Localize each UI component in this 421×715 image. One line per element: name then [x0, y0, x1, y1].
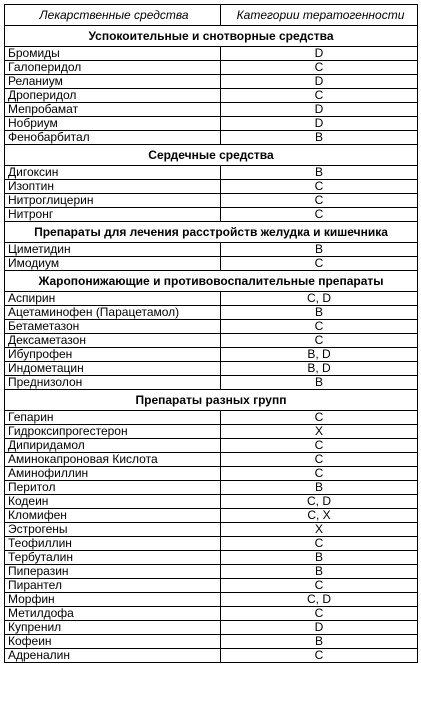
table-row — [5, 348, 418, 362]
table-row — [5, 509, 418, 523]
table-row — [5, 635, 418, 649]
teratogenicity-category: C — [221, 61, 418, 75]
table-row — [5, 453, 418, 467]
drug-name: Галоперидол — [5, 61, 221, 75]
table-row — [5, 579, 418, 593]
section-header-row — [5, 271, 418, 292]
teratogenicity-category: B — [221, 565, 418, 579]
drug-name: Ацетаминофен (Парацетамол) — [5, 306, 221, 320]
table-header-row — [5, 5, 418, 26]
section-header-row — [5, 145, 418, 166]
teratogenicity-category: C — [221, 579, 418, 593]
teratogenicity-category: D — [221, 103, 418, 117]
drug-name: Фенобарбитал — [5, 131, 221, 145]
drug-name: Аминокапроновая Кислота — [5, 453, 221, 467]
drug-name: Циметидин — [5, 243, 221, 257]
teratogenicity-category: C — [221, 453, 418, 467]
drug-name: Реланиум — [5, 75, 221, 89]
table-row — [5, 292, 418, 306]
table-row — [5, 61, 418, 75]
table-row — [5, 565, 418, 579]
teratogenicity-category: C — [221, 320, 418, 334]
drug-name: Мепробамат — [5, 103, 221, 117]
drug-name: Дроперидол — [5, 89, 221, 103]
teratogenicity-category: B — [221, 166, 418, 180]
drug-name: Бромиды — [5, 47, 221, 61]
drug-name: Нитронг — [5, 208, 221, 222]
teratogenicity-category: C — [221, 334, 418, 348]
teratogenicity-category: B — [221, 551, 418, 565]
teratogenicity-category: D — [221, 47, 418, 61]
teratogenicity-category: D — [221, 75, 418, 89]
table-row — [5, 166, 418, 180]
teratogenicity-category: C — [221, 257, 418, 271]
teratogenicity-category: B — [221, 131, 418, 145]
table-row — [5, 593, 418, 607]
table-row — [5, 362, 418, 376]
teratogenicity-category: C, X — [221, 509, 418, 523]
section-title: Сердечные средства — [5, 145, 418, 166]
column-header-drug: Лекарственные средства — [5, 5, 221, 26]
teratogenicity-category: C — [221, 607, 418, 621]
teratogenicity-category: C — [221, 537, 418, 551]
teratogenicity-category: D — [221, 117, 418, 131]
drug-name: Перитол — [5, 481, 221, 495]
table-row — [5, 439, 418, 453]
table-row — [5, 537, 418, 551]
table-row — [5, 411, 418, 425]
table-row — [5, 75, 418, 89]
teratogenicity-category: B — [221, 243, 418, 257]
section-header-row — [5, 390, 418, 411]
drug-name: Пирантел — [5, 579, 221, 593]
table-row — [5, 208, 418, 222]
drug-name: Кломифен — [5, 509, 221, 523]
table-row — [5, 117, 418, 131]
table-row — [5, 306, 418, 320]
table-row — [5, 47, 418, 61]
teratogenicity-category: B — [221, 376, 418, 390]
drug-name: Дипиридамол — [5, 439, 221, 453]
column-header-category: Категории тератогенности — [221, 5, 418, 26]
table-row — [5, 495, 418, 509]
drug-name: Ибупрофен — [5, 348, 221, 362]
teratogenicity-category: C — [221, 649, 418, 663]
section-title: Жаропонижающие и противовоспалительные препараты — [5, 271, 418, 292]
table-row — [5, 103, 418, 117]
drug-name: Изоптин — [5, 180, 221, 194]
teratogenicity-category: X — [221, 425, 418, 439]
section-header-row — [5, 222, 418, 243]
table-row — [5, 467, 418, 481]
drug-name: Морфин — [5, 593, 221, 607]
drug-name: Нобриум — [5, 117, 221, 131]
table-row — [5, 551, 418, 565]
teratogenicity-category: X — [221, 523, 418, 537]
drug-name: Гепарин — [5, 411, 221, 425]
table-body — [5, 26, 418, 663]
table-row — [5, 621, 418, 635]
drug-name: Метилдофа — [5, 607, 221, 621]
table-row — [5, 320, 418, 334]
teratogenicity-category: B — [221, 635, 418, 649]
section-title: Успокоительные и снотворные средства — [5, 26, 418, 47]
teratogenicity-category: C — [221, 439, 418, 453]
table-row — [5, 89, 418, 103]
teratogenicity-category: C — [221, 411, 418, 425]
section-header-row — [5, 26, 418, 47]
table-row — [5, 194, 418, 208]
table-row — [5, 523, 418, 537]
drug-name: Купренил — [5, 621, 221, 635]
teratogenicity-category: C — [221, 180, 418, 194]
drug-name: Теофиллин — [5, 537, 221, 551]
drug-name: Адреналин — [5, 649, 221, 663]
teratogenicity-category: C, D — [221, 292, 418, 306]
drug-name: Дигоксин — [5, 166, 221, 180]
table-row — [5, 425, 418, 439]
drug-name: Индометацин — [5, 362, 221, 376]
drug-name: Преднизолон — [5, 376, 221, 390]
drug-name: Нитроглицерин — [5, 194, 221, 208]
table-row — [5, 243, 418, 257]
drug-name: Кодеин — [5, 495, 221, 509]
table-row — [5, 649, 418, 663]
teratogenicity-category: B — [221, 306, 418, 320]
teratogenicity-category: D — [221, 621, 418, 635]
table-row — [5, 607, 418, 621]
teratogenicity-category: C — [221, 194, 418, 208]
teratogenicity-category: C — [221, 89, 418, 103]
teratogenicity-category: C — [221, 208, 418, 222]
section-title: Препараты для лечения расстройств желудка и кишечника — [5, 222, 418, 243]
teratogenicity-table — [4, 4, 418, 663]
table-row — [5, 481, 418, 495]
table-row — [5, 257, 418, 271]
drug-name: Аминофиллин — [5, 467, 221, 481]
drug-name: Дексаметазон — [5, 334, 221, 348]
drug-name: Бетаметазон — [5, 320, 221, 334]
teratogenicity-category: B — [221, 481, 418, 495]
drug-name: Тербуталин — [5, 551, 221, 565]
teratogenicity-category: B, D — [221, 348, 418, 362]
drug-name: Эстрогены — [5, 523, 221, 537]
drug-name: Имодиум — [5, 257, 221, 271]
teratogenicity-category: C, D — [221, 495, 418, 509]
teratogenicity-category: B, D — [221, 362, 418, 376]
drug-name: Гидроксипрогестерон — [5, 425, 221, 439]
table-row — [5, 180, 418, 194]
table-row — [5, 131, 418, 145]
section-title: Препараты разных групп — [5, 390, 418, 411]
table-row — [5, 376, 418, 390]
teratogenicity-category: C, D — [221, 593, 418, 607]
teratogenicity-category: C — [221, 467, 418, 481]
table-row — [5, 334, 418, 348]
drug-name: Аспирин — [5, 292, 221, 306]
drug-name: Пиперазин — [5, 565, 221, 579]
drug-name: Кофеин — [5, 635, 221, 649]
